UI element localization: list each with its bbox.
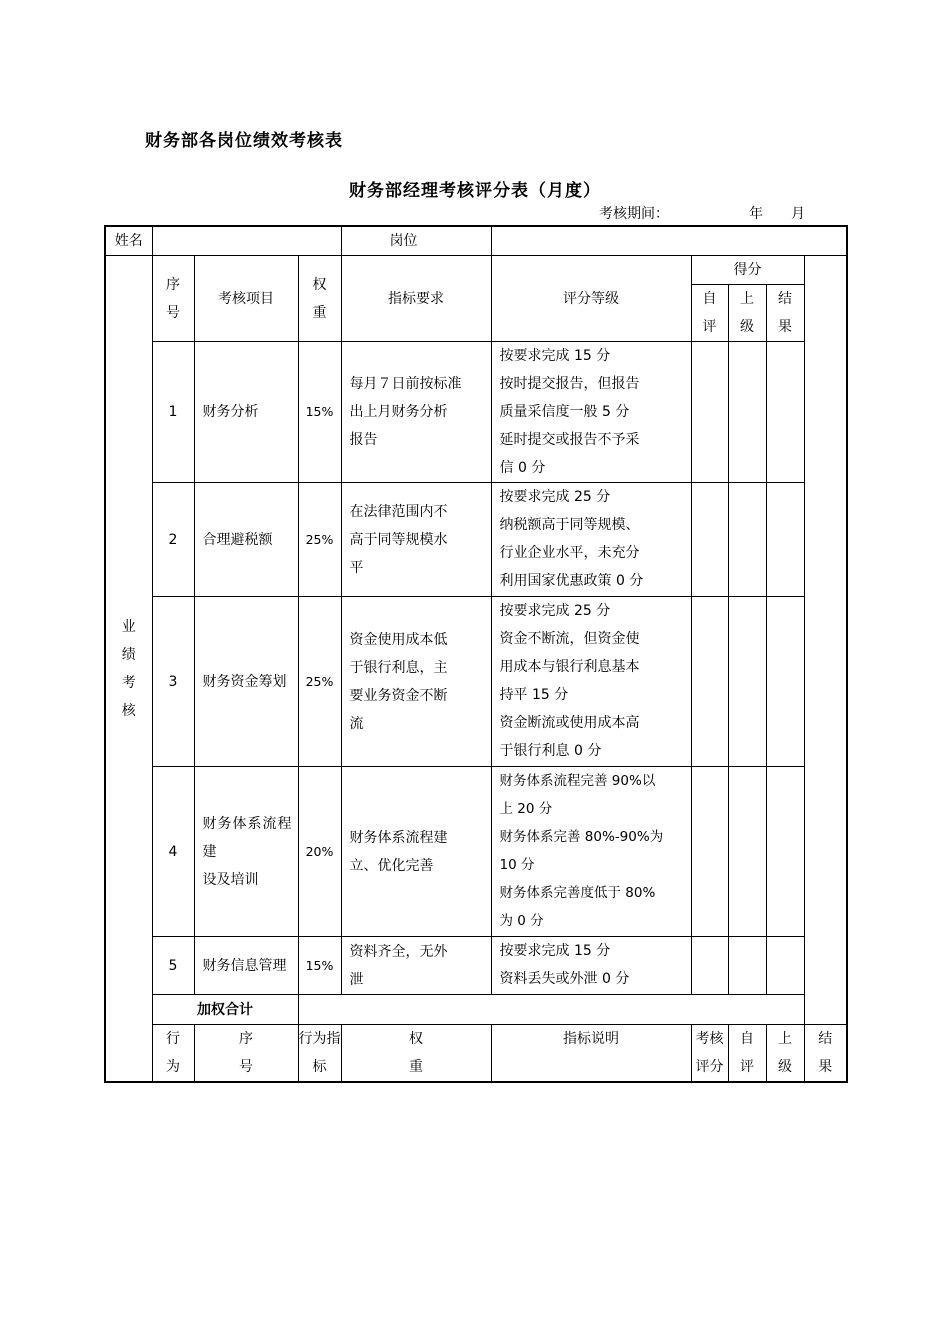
period-year: 年 <box>749 206 763 222</box>
col-seq: 序 号 <box>152 256 194 342</box>
kpi-weight: 25% <box>298 483 341 597</box>
behavior-col-self: 自 评 <box>728 1025 766 1083</box>
kpi-weight: 25% <box>298 597 341 767</box>
kpi-result-cell[interactable] <box>766 597 804 767</box>
kpi-section-label: 业 绩 考 核 <box>105 256 152 1083</box>
kpi-self-score-cell[interactable] <box>691 597 728 767</box>
kpi-grade: 按要求完成 25 分 资金不断流，但资金使 用成本与银行利息基本 持平 15 分 资金断流或使用成本高 于银行利息 0 分 <box>491 597 691 767</box>
position-field[interactable] <box>491 226 847 256</box>
kpi-supervisor-score-cell[interactable] <box>728 937 766 995</box>
behavior-col-supervisor: 上 级 <box>766 1025 804 1083</box>
col-result: 结 果 <box>766 285 804 342</box>
behavior-col-description: 指标说明 <box>491 1025 691 1083</box>
kpi-requirement: 资料齐全，无外 泄 <box>341 937 491 995</box>
period-month: 月 <box>791 206 805 222</box>
name-label: 姓名 <box>105 226 152 256</box>
kpi-grade: 按要求完成 15 分 按时提交报告，但报告 质量采信度一般 5 分 延时提交或报告不予采 信 0 分 <box>491 342 691 483</box>
weighted-total-label: 加权合计 <box>152 995 298 1025</box>
col-grade: 评分等级 <box>491 256 691 342</box>
behavior-col-indicator: 行为指标 <box>298 1025 341 1083</box>
kpi-self-score-cell[interactable] <box>691 342 728 483</box>
period-label: 考核期间： <box>599 206 669 222</box>
col-score: 得分 <box>691 256 804 285</box>
kpi-requirement: 每月７日前按标准 出上月财务分析 报告 <box>341 342 491 483</box>
behavior-header-row <box>105 1025 847 1083</box>
kpi-seq: 4 <box>152 767 194 937</box>
weighted-total-row <box>105 995 847 1025</box>
kpi-weight: 15% <box>298 937 341 995</box>
kpi-row-5 <box>105 937 847 995</box>
behavior-col-weight: 权 重 <box>341 1025 491 1083</box>
col-item: 考核项目 <box>194 256 298 342</box>
kpi-requirement: 财务体系流程建 立、优化完善 <box>341 767 491 937</box>
behavior-section-label: 行 为 <box>152 1025 194 1083</box>
kpi-supervisor-score-cell[interactable] <box>728 597 766 767</box>
kpi-grade: 按要求完成 15 分 资料丢失或外泄 0 分 <box>491 937 691 995</box>
kpi-header-row-1 <box>105 256 847 285</box>
kpi-result-cell[interactable] <box>766 767 804 937</box>
col-supervisor-score: 上 级 <box>728 285 766 342</box>
table-title: 财务部经理考核评分表（月度） <box>349 181 601 201</box>
kpi-result-cell[interactable] <box>766 342 804 483</box>
kpi-supervisor-score-cell[interactable] <box>728 483 766 597</box>
kpi-result-cell[interactable] <box>766 483 804 597</box>
kpi-weight: 20% <box>298 767 341 937</box>
kpi-item: 财务信息管理 <box>194 937 298 995</box>
kpi-item: 财务体系流程建 设及培训 <box>194 767 298 937</box>
kpi-result-cell[interactable] <box>766 937 804 995</box>
col-weight: 权 重 <box>298 256 341 342</box>
weighted-total-value[interactable] <box>298 995 804 1025</box>
kpi-item: 财务分析 <box>194 342 298 483</box>
col-self-score: 自 评 <box>691 285 728 342</box>
name-field[interactable] <box>152 226 341 256</box>
kpi-seq: 1 <box>152 342 194 483</box>
kpi-grade: 按要求完成 25 分 纳税额高于同等规模、 行业企业水平，未充分 利用国家优惠政策 0 分 <box>491 483 691 597</box>
kpi-self-score-cell[interactable] <box>691 767 728 937</box>
behavior-col-rating: 考核评分 <box>691 1025 728 1083</box>
kpi-row-4 <box>105 767 847 937</box>
kpi-row-2 <box>105 483 847 597</box>
kpi-row-3 <box>105 597 847 767</box>
kpi-seq: 2 <box>152 483 194 597</box>
kpi-supervisor-score-cell[interactable] <box>728 342 766 483</box>
kpi-item: 财务资金筹划 <box>194 597 298 767</box>
position-label: 岗位 <box>341 226 491 256</box>
kpi-grade: 财务体系流程完善 90%以 上 20 分 财务体系完善 80%-90%为 10 分 财务体系完善度低于 80% 为 0 分 <box>491 767 691 937</box>
header-row <box>105 226 847 256</box>
document-heading: 财务部各岗位绩效考核表 <box>145 131 343 151</box>
kpi-weight: 15% <box>298 342 341 483</box>
kpi-requirement: 资金使用成本低 于银行利息，主 要业务资金不断 流 <box>341 597 491 767</box>
kpi-item: 合理避税额 <box>194 483 298 597</box>
behavior-col-seq: 序 号 <box>194 1025 298 1083</box>
assessment-table <box>104 225 848 1083</box>
kpi-supervisor-score-cell[interactable] <box>728 767 766 937</box>
kpi-requirement: 在法律范围内不 高于同等规模水 平 <box>341 483 491 597</box>
kpi-seq: 3 <box>152 597 194 767</box>
kpi-self-score-cell[interactable] <box>691 483 728 597</box>
kpi-seq: 5 <box>152 937 194 995</box>
behavior-col-result: 结 果 <box>804 1025 847 1083</box>
col-requirement: 指标要求 <box>341 256 491 342</box>
kpi-row-1 <box>105 342 847 483</box>
kpi-self-score-cell[interactable] <box>691 937 728 995</box>
